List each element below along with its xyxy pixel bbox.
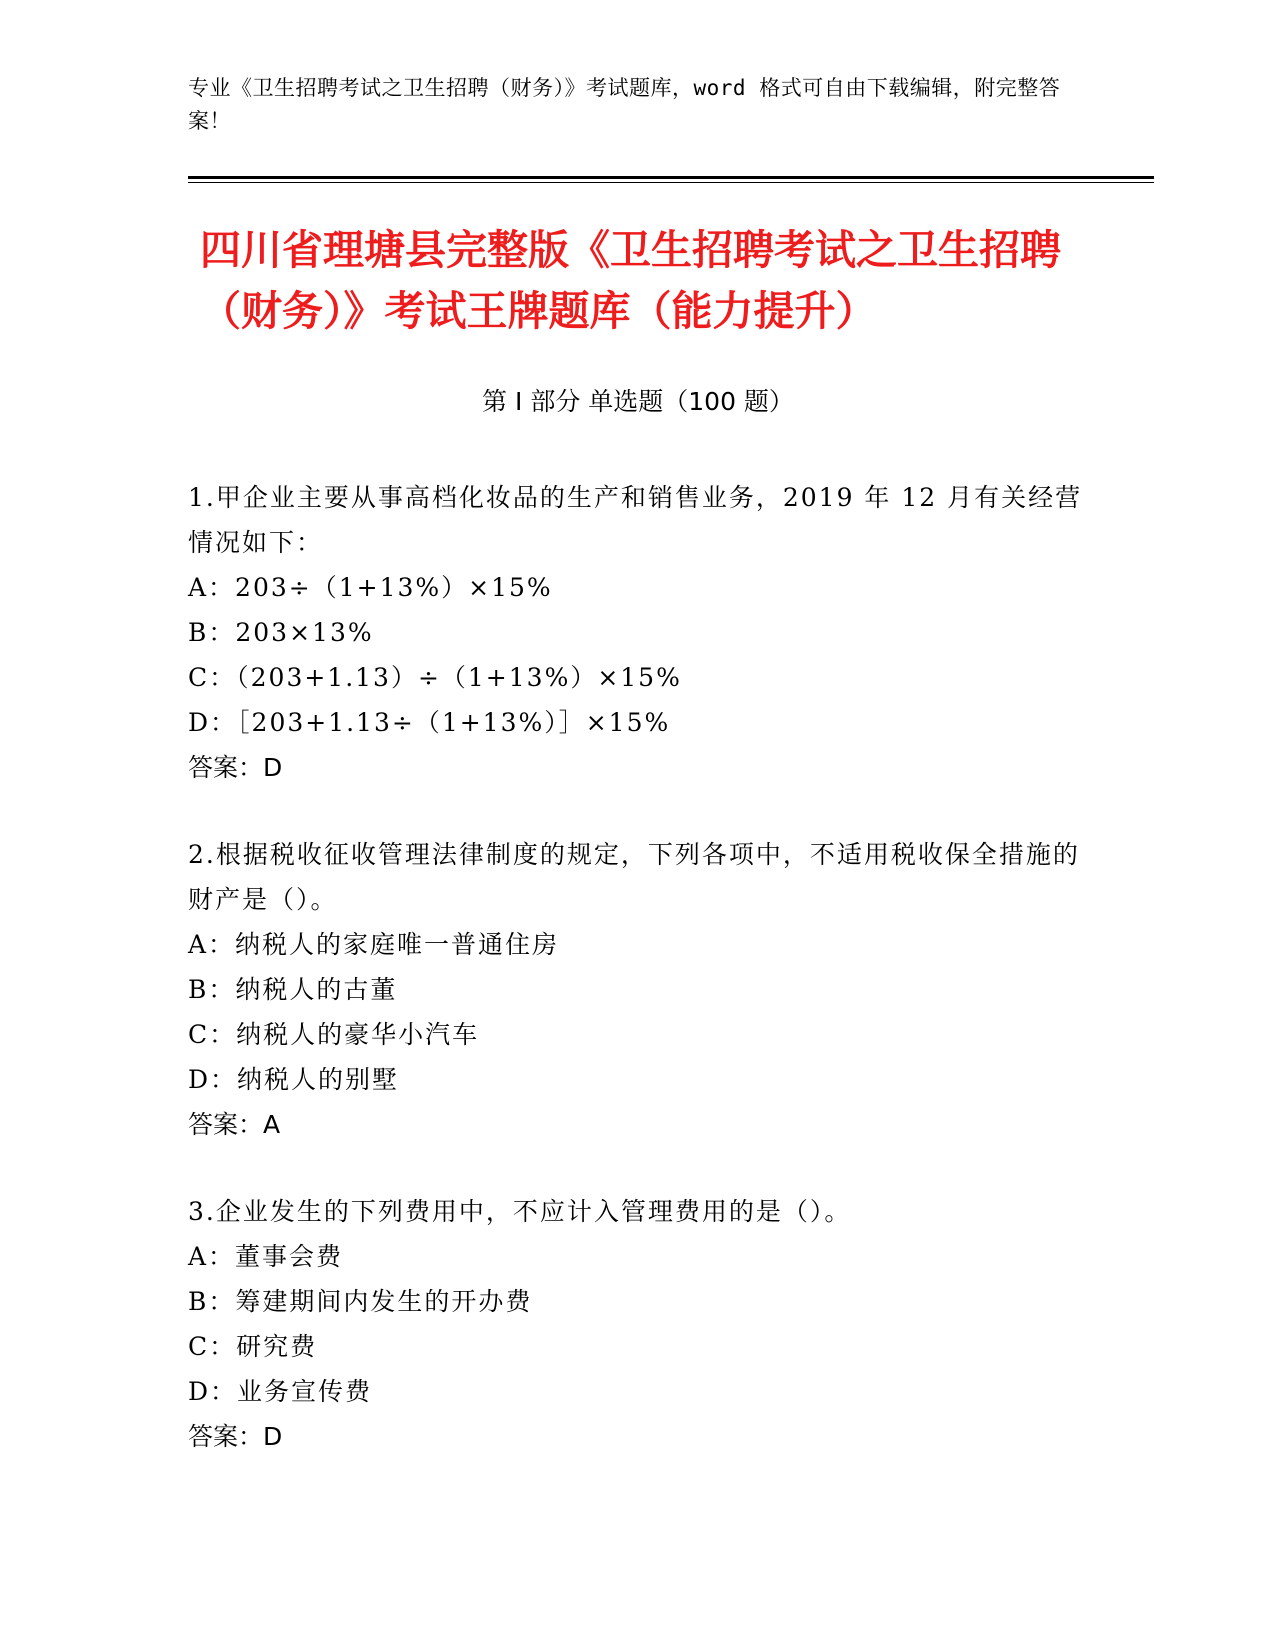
option-d: D：［203+1.13÷（1+13%）］×15%	[188, 708, 671, 737]
option-c: C：研究费	[188, 1332, 318, 1361]
question-stem: 2.根据税收征收管理法律制度的规定，下列各项中，不适用税收保全措施的财产是（）。	[188, 840, 1080, 914]
option-a: A：纳税人的家庭唯一普通住房	[188, 930, 560, 959]
answer: 答案：A	[188, 1110, 281, 1139]
document-title: 四川省理塘县完整版《卫生招聘考试之卫生招聘（财务）》考试王牌题库（能力提升）	[200, 226, 1061, 335]
header-note: 专业《卫生招聘考试之卫生招聘（财务）》考试题库，word 格式可自由下载编辑，附完整答案！	[188, 76, 1061, 133]
option-a: A：董事会费	[188, 1242, 344, 1271]
question-1	[188, 475, 1088, 790]
header-rule-thick	[188, 176, 1154, 179]
option-b: B：203×13%	[188, 618, 374, 647]
option-c: C：（203+1.13）÷（1+13%）×15%	[188, 663, 682, 692]
option-b: B：纳税人的古董	[188, 975, 398, 1004]
option-d: D：业务宣传费	[188, 1377, 373, 1406]
question-stem: 3.企业发生的下列费用中，不应计入管理费用的是（）。	[188, 1197, 852, 1226]
option-d: D：纳税人的别墅	[188, 1065, 400, 1094]
header-rule-thin	[188, 182, 1154, 183]
option-a: A：203÷（1+13%）×15%	[188, 573, 553, 602]
option-b: B：筹建期间内发生的开办费	[188, 1287, 533, 1316]
answer: 答案：D	[188, 1422, 283, 1451]
question-2	[188, 832, 1088, 1147]
question-list	[188, 475, 1088, 1501]
question-3	[188, 1189, 1088, 1459]
answer: 答案：D	[188, 753, 283, 782]
question-stem: 1.甲企业主要从事高档化妆品的生产和销售业务，2019 年 12 月有关经营情况如下：	[188, 483, 1083, 557]
section-heading: 第 I 部分 单选题（100 题）	[482, 387, 794, 416]
option-c: C：纳税人的豪华小汽车	[188, 1020, 480, 1049]
